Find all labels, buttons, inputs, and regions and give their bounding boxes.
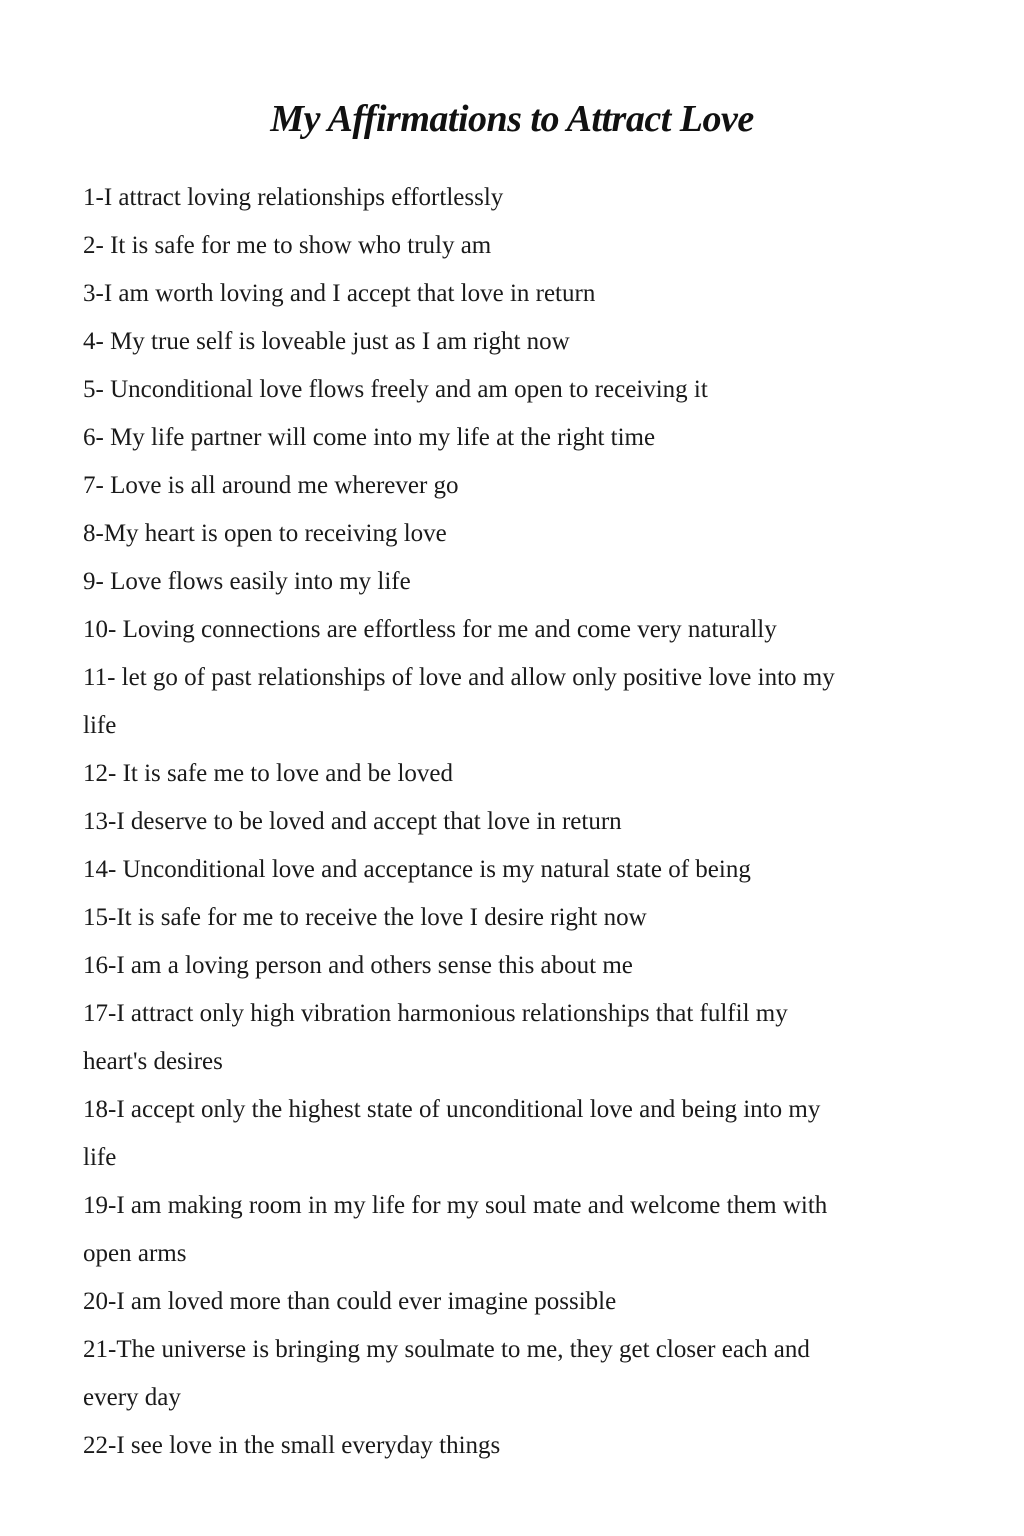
affirmation-item <box>83 1326 983 1422</box>
affirmation-item <box>83 270 983 318</box>
affirmation-text-line: 19-I am making room in my life for my soul mate and welcome them with <box>83 1192 828 1219</box>
affirmation-item <box>83 654 983 750</box>
affirmation-item <box>83 462 983 510</box>
affirmation-text-line: life <box>83 1144 117 1171</box>
affirmation-item <box>83 798 983 846</box>
affirmation-item <box>83 174 983 222</box>
page-title: My Affirmations to Attract Love <box>270 98 754 141</box>
affirmation-text-line: 3-I am worth loving and I accept that love in return <box>83 280 596 307</box>
affirmation-text-line: 7- Love is all around me wherever go <box>83 472 459 499</box>
affirmation-text-line: 12- It is safe me to love and be loved <box>83 760 454 787</box>
affirmation-item <box>83 222 983 270</box>
affirmation-text-line: 17-I attract only high vibration harmonious relationships that fulfil my <box>83 1000 788 1027</box>
affirmation-item <box>83 510 983 558</box>
affirmation-item <box>83 990 983 1086</box>
affirmation-text-line: 8-My heart is open to receiving love <box>83 520 447 547</box>
affirmation-text-line: every day <box>83 1384 181 1411</box>
affirmation-text-line: heart's desires <box>83 1048 223 1075</box>
affirmation-text-line: 14- Unconditional love and acceptance is my natural state of being <box>83 856 751 883</box>
affirmation-text-line: 13-I deserve to be loved and accept that love in return <box>83 808 622 835</box>
affirmation-item <box>83 750 983 798</box>
affirmation-text-line: 16-I am a loving person and others sense this about me <box>83 952 633 979</box>
affirmation-text-line: open arms <box>83 1240 187 1267</box>
affirmation-text-line: 22-I see love in the small everyday things <box>83 1432 501 1459</box>
affirmation-text-line: 2- It is safe for me to show who truly am <box>83 232 492 259</box>
affirmation-item <box>83 1182 983 1278</box>
affirmation-item <box>83 846 983 894</box>
affirmation-text-line: 9- Love flows easily into my life <box>83 568 411 595</box>
affirmation-text-line: 5- Unconditional love flows freely and am open to receiving it <box>83 376 708 403</box>
affirmation-text-line: 11- let go of past relationships of love and allow only positive love into my <box>83 664 835 691</box>
affirmation-text-line: 21-The universe is bringing my soulmate to me, they get closer each and <box>83 1336 810 1363</box>
affirmation-text-line: 10- Loving connections are effortless for me and come very naturally <box>83 616 777 643</box>
affirmation-item <box>83 942 983 990</box>
affirmation-item <box>83 1278 983 1326</box>
affirmation-item <box>83 318 983 366</box>
affirmation-text-line: 1-I attract loving relationships effortlessly <box>83 184 504 211</box>
affirmation-text-line: 6- My life partner will come into my life at the right time <box>83 424 656 451</box>
affirmation-text-line: 4- My true self is loveable just as I am right now <box>83 328 570 355</box>
affirmation-item <box>83 414 983 462</box>
affirmation-item <box>83 1086 983 1182</box>
affirmations-list <box>83 174 983 1470</box>
affirmation-text-line: life <box>83 712 117 739</box>
affirmation-text-line: 18-I accept only the highest state of unconditional love and being into my <box>83 1096 821 1123</box>
affirmation-text-line: 15-It is safe for me to receive the love I desire right now <box>83 904 647 931</box>
affirmation-item <box>83 894 983 942</box>
affirmation-item <box>83 558 983 606</box>
affirmation-item <box>83 1422 983 1470</box>
affirmation-item <box>83 606 983 654</box>
affirmation-item <box>83 366 983 414</box>
affirmation-text-line: 20-I am loved more than could ever imagine possible <box>83 1288 617 1315</box>
